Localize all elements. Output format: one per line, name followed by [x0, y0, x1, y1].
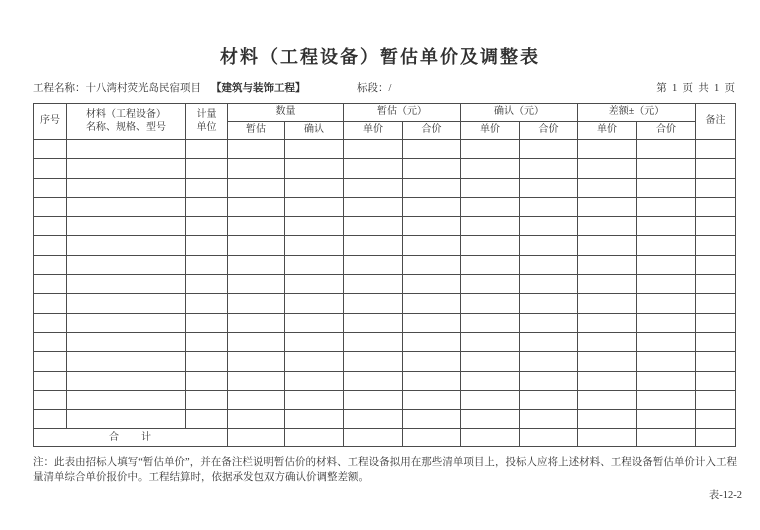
empty-cell — [186, 236, 228, 255]
empty-cell — [344, 236, 403, 255]
empty-cell — [228, 197, 285, 216]
empty-cell — [578, 410, 637, 429]
empty-cell — [34, 390, 67, 409]
empty-cell — [67, 332, 186, 351]
group-header-quantity: 数量 — [228, 104, 344, 122]
empty-cell — [403, 313, 461, 332]
empty-cell — [578, 294, 637, 313]
empty-cell — [67, 197, 186, 216]
total-label: 合 计 — [34, 429, 228, 447]
empty-cell — [403, 178, 461, 197]
empty-cell — [637, 140, 696, 159]
table-row — [34, 255, 736, 274]
empty-cell — [228, 275, 285, 294]
empty-cell — [186, 159, 228, 178]
col-header-unit-line1: 计量 — [196, 109, 217, 120]
empty-cell — [34, 178, 67, 197]
table-row — [34, 390, 736, 409]
empty-cell — [67, 352, 186, 371]
empty-cell — [344, 332, 403, 351]
page-title: 材料（工程设备）暂估单价及调整表 — [220, 47, 540, 67]
empty-cell — [186, 197, 228, 216]
empty-cell — [228, 371, 285, 390]
empty-cell — [637, 332, 696, 351]
empty-cell — [637, 313, 696, 332]
page-number-info: 第 1 页 共 1 页 — [656, 83, 735, 94]
empty-cell — [285, 332, 344, 351]
empty-cell — [67, 313, 186, 332]
table-row — [34, 236, 736, 255]
empty-cell — [461, 371, 520, 390]
empty-cell — [696, 140, 736, 159]
group-header-difference: 差额±（元） — [578, 104, 696, 122]
empty-cell — [228, 217, 285, 236]
empty-cell — [34, 275, 67, 294]
empty-cell — [696, 352, 736, 371]
total-qty-confirm-cell — [285, 429, 344, 447]
empty-cell — [67, 275, 186, 294]
col-header-material-line1: 材料（工程设备） — [86, 109, 166, 120]
empty-cell — [520, 159, 578, 178]
empty-cell — [696, 159, 736, 178]
empty-cell — [344, 197, 403, 216]
empty-cell — [285, 390, 344, 409]
sub-header-diff-total-price: 合价 — [637, 122, 696, 140]
empty-cell — [403, 332, 461, 351]
empty-cell — [520, 410, 578, 429]
table-row — [34, 159, 736, 178]
empty-cell — [696, 275, 736, 294]
sub-header-qty-confirm: 确认 — [285, 122, 344, 140]
empty-cell — [520, 294, 578, 313]
empty-cell — [285, 371, 344, 390]
empty-cell — [344, 313, 403, 332]
empty-cell — [520, 140, 578, 159]
empty-cell — [285, 140, 344, 159]
empty-cell — [285, 352, 344, 371]
bid-section-label: 标段： — [357, 83, 389, 94]
empty-cell — [637, 390, 696, 409]
empty-cell — [461, 410, 520, 429]
table-row — [34, 178, 736, 197]
empty-cell — [67, 294, 186, 313]
empty-cell — [403, 236, 461, 255]
empty-cell — [578, 255, 637, 274]
header-row-1 — [34, 104, 736, 122]
empty-cell — [186, 255, 228, 274]
empty-cell — [285, 255, 344, 274]
empty-cell — [403, 390, 461, 409]
empty-cell — [461, 390, 520, 409]
empty-cell — [403, 352, 461, 371]
empty-cell — [578, 197, 637, 216]
empty-cell — [520, 371, 578, 390]
empty-cell — [696, 255, 736, 274]
empty-cell — [403, 140, 461, 159]
col-header-material — [67, 104, 186, 140]
group-header-confirm: 确认（元） — [461, 104, 578, 122]
empty-cell — [67, 236, 186, 255]
empty-cell — [461, 236, 520, 255]
empty-cell — [520, 236, 578, 255]
table-row — [34, 410, 736, 429]
col-header-unit — [186, 104, 228, 140]
empty-cell — [520, 178, 578, 197]
empty-cell — [67, 390, 186, 409]
empty-cell — [228, 410, 285, 429]
empty-cell — [403, 255, 461, 274]
col-header-seq: 序号 — [34, 104, 67, 140]
empty-cell — [186, 217, 228, 236]
table-body — [34, 140, 736, 429]
empty-cell — [520, 275, 578, 294]
empty-cell — [578, 313, 637, 332]
total-est-unit-price-cell — [344, 429, 403, 447]
empty-cell — [637, 197, 696, 216]
empty-cell — [578, 236, 637, 255]
empty-cell — [403, 217, 461, 236]
project-name-label: 工程名称： — [33, 83, 86, 94]
empty-cell — [186, 332, 228, 351]
empty-cell — [285, 275, 344, 294]
empty-cell — [344, 159, 403, 178]
empty-cell — [403, 410, 461, 429]
total-est-total-price-cell — [403, 429, 461, 447]
table-row — [34, 294, 736, 313]
table-row — [34, 332, 736, 351]
project-name-line — [33, 80, 306, 95]
empty-cell — [186, 410, 228, 429]
empty-cell — [520, 352, 578, 371]
empty-cell — [344, 217, 403, 236]
empty-cell — [696, 217, 736, 236]
empty-cell — [67, 178, 186, 197]
empty-cell — [403, 294, 461, 313]
empty-cell — [228, 390, 285, 409]
empty-cell — [67, 371, 186, 390]
sub-header-conf-unit-price: 单价 — [461, 122, 520, 140]
col-header-material-line2: 名称、规格、型号 — [86, 121, 166, 133]
project-bracket: 【建筑与装饰工程】 — [211, 83, 306, 94]
empty-cell — [186, 178, 228, 197]
empty-cell — [228, 294, 285, 313]
empty-cell — [228, 352, 285, 371]
empty-cell — [696, 197, 736, 216]
empty-cell — [67, 140, 186, 159]
empty-cell — [637, 255, 696, 274]
empty-cell — [461, 313, 520, 332]
empty-cell — [228, 159, 285, 178]
empty-cell — [34, 332, 67, 351]
meta-line — [33, 80, 735, 94]
empty-cell — [285, 294, 344, 313]
sub-header-est-unit-price: 单价 — [344, 122, 403, 140]
empty-cell — [637, 371, 696, 390]
empty-cell — [285, 217, 344, 236]
empty-cell — [344, 352, 403, 371]
empty-cell — [461, 197, 520, 216]
empty-cell — [344, 371, 403, 390]
empty-cell — [403, 159, 461, 178]
empty-cell — [228, 332, 285, 351]
sub-header-diff-unit-price: 单价 — [578, 122, 637, 140]
empty-cell — [67, 255, 186, 274]
total-remark-cell — [696, 429, 736, 447]
empty-cell — [34, 159, 67, 178]
table-row — [34, 371, 736, 390]
total-row — [34, 429, 736, 447]
empty-cell — [461, 255, 520, 274]
empty-cell — [637, 178, 696, 197]
empty-cell — [520, 313, 578, 332]
total-diff-total-price-cell — [637, 429, 696, 447]
empty-cell — [344, 140, 403, 159]
empty-cell — [578, 275, 637, 294]
empty-cell — [696, 371, 736, 390]
empty-cell — [186, 352, 228, 371]
empty-cell — [34, 140, 67, 159]
total-diff-unit-price-cell — [578, 429, 637, 447]
empty-cell — [285, 236, 344, 255]
table-row — [34, 352, 736, 371]
empty-cell — [186, 371, 228, 390]
empty-cell — [696, 410, 736, 429]
empty-cell — [67, 159, 186, 178]
empty-cell — [696, 313, 736, 332]
empty-cell — [285, 197, 344, 216]
empty-cell — [344, 390, 403, 409]
footnote-text: 注：此表由招标人填写“暂估单价”，并在备注栏说明暂估价的材料、工程设备拟用在那些清单项目上，投标人应将上述材料、工程设备暂估单价计入工程量清单综合单价报价中。工程结算时，依据承发包双方确认价调整差额。 — [33, 457, 737, 483]
empty-cell — [67, 217, 186, 236]
empty-cell — [186, 313, 228, 332]
empty-cell — [461, 159, 520, 178]
estimate-price-table — [33, 103, 736, 447]
empty-cell — [520, 217, 578, 236]
empty-cell — [228, 313, 285, 332]
empty-cell — [520, 332, 578, 351]
empty-cell — [285, 313, 344, 332]
empty-cell — [578, 140, 637, 159]
empty-cell — [228, 236, 285, 255]
empty-cell — [696, 390, 736, 409]
sub-header-qty-estimate: 暂估 — [228, 122, 285, 140]
empty-cell — [461, 178, 520, 197]
empty-cell — [67, 410, 186, 429]
empty-cell — [344, 178, 403, 197]
col-header-unit-line2: 单位 — [196, 121, 217, 133]
empty-cell — [637, 159, 696, 178]
empty-cell — [578, 371, 637, 390]
sub-header-conf-total-price: 合价 — [520, 122, 578, 140]
total-conf-unit-price-cell — [461, 429, 520, 447]
empty-cell — [403, 197, 461, 216]
table-row — [34, 197, 736, 216]
empty-cell — [228, 140, 285, 159]
group-header-estimate: 暂估（元） — [344, 104, 461, 122]
empty-cell — [403, 371, 461, 390]
empty-cell — [34, 236, 67, 255]
empty-cell — [637, 217, 696, 236]
table-row — [34, 275, 736, 294]
table-row — [34, 217, 736, 236]
empty-cell — [578, 352, 637, 371]
empty-cell — [637, 410, 696, 429]
empty-cell — [461, 332, 520, 351]
empty-cell — [578, 332, 637, 351]
empty-cell — [696, 236, 736, 255]
empty-cell — [34, 294, 67, 313]
empty-cell — [344, 294, 403, 313]
table-row — [34, 140, 736, 159]
project-name-value: 十八湾村荧光岛民宿项目 — [85, 83, 201, 94]
empty-cell — [228, 178, 285, 197]
empty-cell — [285, 178, 344, 197]
total-conf-total-price-cell — [520, 429, 578, 447]
empty-cell — [344, 275, 403, 294]
col-header-remark: 备注 — [696, 104, 736, 140]
empty-cell — [186, 294, 228, 313]
empty-cell — [520, 390, 578, 409]
empty-cell — [461, 140, 520, 159]
form-number: 表-12-2 — [708, 490, 742, 501]
empty-cell — [696, 294, 736, 313]
empty-cell — [637, 352, 696, 371]
empty-cell — [461, 217, 520, 236]
empty-cell — [578, 178, 637, 197]
empty-cell — [34, 197, 67, 216]
empty-cell — [228, 255, 285, 274]
empty-cell — [637, 236, 696, 255]
empty-cell — [344, 255, 403, 274]
empty-cell — [186, 140, 228, 159]
empty-cell — [285, 410, 344, 429]
table-footer — [34, 429, 736, 447]
empty-cell — [461, 275, 520, 294]
bid-section-line — [357, 80, 391, 95]
empty-cell — [285, 159, 344, 178]
empty-cell — [34, 352, 67, 371]
empty-cell — [34, 410, 67, 429]
empty-cell — [34, 255, 67, 274]
empty-cell — [696, 332, 736, 351]
empty-cell — [637, 294, 696, 313]
empty-cell — [34, 371, 67, 390]
empty-cell — [578, 390, 637, 409]
empty-cell — [344, 410, 403, 429]
table-row — [34, 313, 736, 332]
empty-cell — [520, 255, 578, 274]
empty-cell — [403, 275, 461, 294]
empty-cell — [578, 159, 637, 178]
bid-section-value: / — [388, 83, 392, 94]
total-qty-estimate-cell — [228, 429, 285, 447]
empty-cell — [186, 390, 228, 409]
empty-cell — [461, 352, 520, 371]
empty-cell — [34, 217, 67, 236]
empty-cell — [520, 197, 578, 216]
empty-cell — [186, 275, 228, 294]
sub-header-est-total-price: 合价 — [403, 122, 461, 140]
table-header — [34, 104, 736, 140]
empty-cell — [461, 294, 520, 313]
empty-cell — [637, 275, 696, 294]
empty-cell — [578, 217, 637, 236]
empty-cell — [696, 178, 736, 197]
empty-cell — [34, 313, 67, 332]
